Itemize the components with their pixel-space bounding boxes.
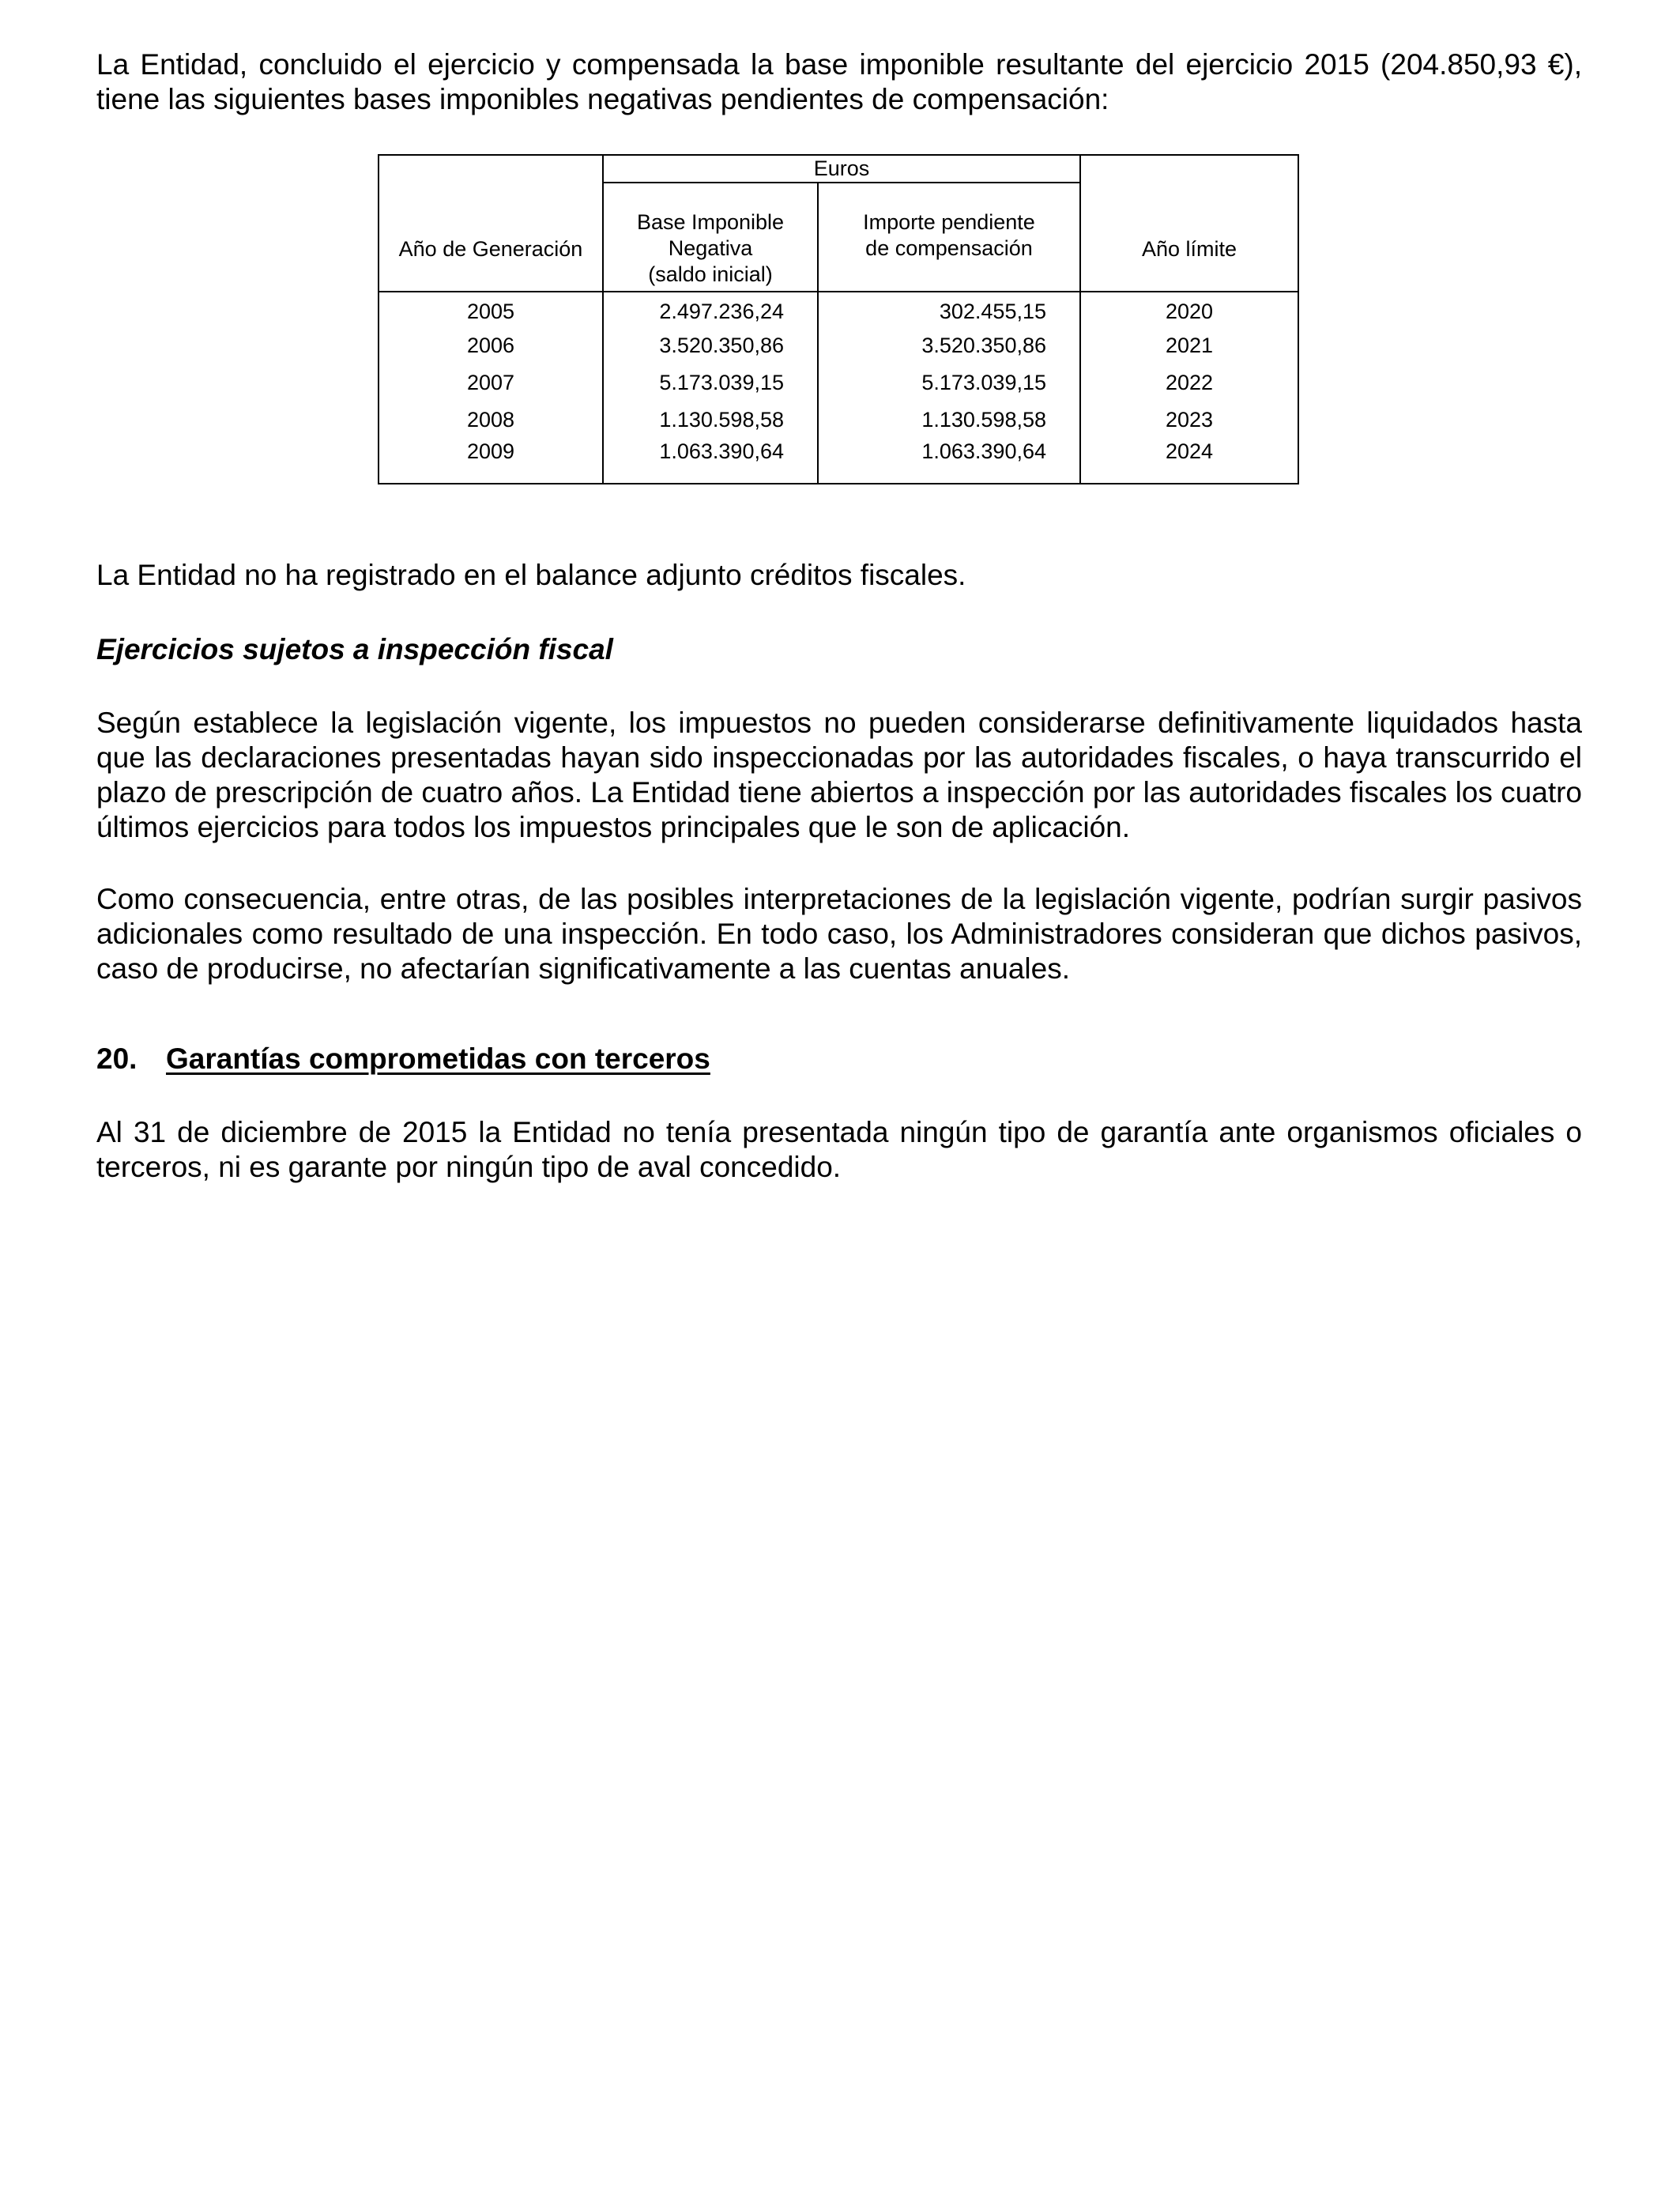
tax-loss-table — [378, 154, 1299, 484]
col-header-base-line1: Base Imponible — [636, 210, 785, 234]
cell-base: 3.520.350,86 — [659, 334, 784, 357]
cell-year: 2008 — [466, 408, 515, 432]
section-title: Garantías comprometidas con terceros — [166, 1042, 710, 1075]
cell-year: 2009 — [466, 439, 515, 463]
cell-year: 2007 — [466, 371, 515, 394]
cell-base: 2.497.236,24 — [659, 300, 784, 323]
cell-pending: 1.063.390,64 — [921, 439, 1046, 463]
cell-year: 2006 — [466, 334, 515, 357]
table-divider — [602, 182, 1079, 183]
cell-base: 1.063.390,64 — [659, 439, 784, 463]
inspection-paragraph-2: Como consecuencia, entre otras, de las posibles interpretaciones de la legislación vigente, podrían surgir pasivos adicionales como resultado de una inspección. En todo caso, los Administradores consideran que dichos pasivos, caso de producirse, no afectarían significativamente a las cuentas anuales. — [96, 883, 1582, 985]
section-20-body: Al 31 de diciembre de 2015 la Entidad no tenía presentada ningún tipo de garantía ante organismos oficiales o terceros, ni es garante por ningún tipo de aval concedido. — [96, 1116, 1582, 1183]
credits-note: La Entidad no ha registrado en el balance adjunto créditos fiscales. — [96, 559, 966, 591]
intro-paragraph: La Entidad, concluido el ejercicio y compensada la base imponible resultante del ejercicio 2015 (204.850,93 €), tiene las siguientes bases imponibles negativas pendientes de compensación: — [96, 48, 1582, 115]
inspection-paragraph-1: Según establece la legislación vigente, los impuestos no pueden considerarse definitivamente liquidados hasta que las declaraciones presentadas hayan sido inspeccionadas por las autoridades fiscales, o haya transcurrido el plazo de prescripción de cuatro años. La Entidad tiene abiertos a inspección por las autoridades fiscales los cuatro últimos ejercicios para todos los impuestos principales que le son de aplicación. — [96, 707, 1582, 843]
table-divider — [379, 291, 1298, 292]
cell-limit: 2023 — [1165, 408, 1214, 432]
section-number: 20. — [96, 1042, 137, 1075]
cell-limit: 2022 — [1165, 371, 1214, 394]
col-header-year: Año de Generación — [398, 237, 583, 261]
cell-base: 5.173.039,15 — [659, 371, 784, 394]
col-header-pending-line2: de compensación — [865, 236, 1033, 260]
cell-year: 2005 — [466, 300, 515, 323]
col-header-pending-line1: Importe pendiente — [863, 210, 1035, 234]
cell-pending: 5.173.039,15 — [921, 371, 1046, 394]
col-header-base-line2: Negativa — [668, 236, 753, 260]
cell-pending: 1.130.598,58 — [921, 408, 1046, 432]
cell-base: 1.130.598,58 — [659, 408, 784, 432]
cell-limit: 2024 — [1165, 439, 1214, 463]
section-20-heading — [96, 1042, 710, 1076]
inspection-heading: Ejercicios sujetos a inspección fiscal — [96, 633, 613, 665]
col-header-base-line3: (saldo inicial) — [648, 262, 773, 286]
cell-pending: 3.520.350,86 — [921, 334, 1046, 357]
cell-pending: 302.455,15 — [939, 300, 1046, 323]
group-header-euros: Euros — [813, 156, 870, 180]
cell-limit: 2020 — [1165, 300, 1214, 323]
cell-limit: 2021 — [1165, 334, 1214, 357]
col-header-limit: Año límite — [1141, 237, 1237, 261]
